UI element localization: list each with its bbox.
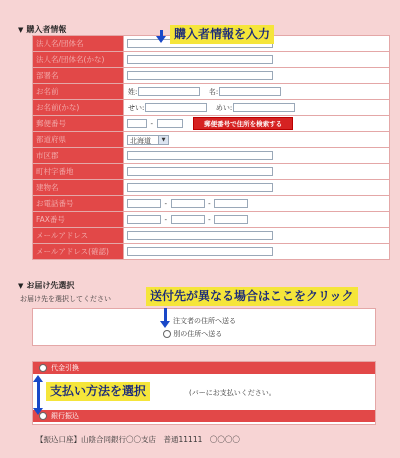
arrow-down-icon [164, 308, 167, 322]
town-label: 町村字番地 [33, 164, 124, 180]
delivery-option-other-label: 別の住所へ送る [173, 330, 223, 338]
mei-kana-label: めい: [215, 103, 233, 112]
phone-part3-input[interactable] [214, 199, 248, 208]
email-confirm-input[interactable] [127, 247, 273, 256]
payment-option-cod[interactable] [33, 362, 375, 374]
phone-part2-input[interactable] [171, 199, 205, 208]
form-row-building [33, 180, 390, 196]
sei-kana-label: せい: [128, 103, 145, 112]
phone-dash-1: - [164, 199, 168, 208]
double-arrow-icon [37, 381, 40, 409]
email-label: メールアドレス [33, 228, 124, 244]
name-kana-label: お名前(かな) [33, 100, 124, 116]
fax-dash-1: - [164, 215, 168, 224]
callout-enter-purchaser: 購入者情報を入力 [170, 25, 274, 44]
city-label: 市区郡 [33, 148, 124, 164]
mei-label: 名: [208, 87, 219, 96]
zip-label: 郵便番号 [33, 116, 124, 132]
town-input[interactable] [127, 167, 273, 176]
phone-part1-input[interactable] [127, 199, 161, 208]
form-row-dept [33, 68, 390, 84]
corp-kana-label: 法人名/団体名(かな) [33, 52, 124, 68]
zip-search-button[interactable]: 郵便番号で住所を検索する [193, 117, 293, 130]
payment-option-cod-label: 代金引換 [51, 364, 79, 372]
zip-dash: - [150, 119, 154, 128]
prefecture-label: 都道府県 [33, 132, 124, 148]
bank-account-info: 【振込口座】山陰合同銀行〇〇支店 普通11111 〇〇〇〇 [36, 435, 240, 444]
payment-option-bank[interactable] [33, 410, 375, 422]
first-name-kana-input[interactable] [233, 103, 295, 112]
sei-label: 姓: [128, 87, 138, 96]
triangle-down-icon: ▼ [18, 282, 24, 290]
delivery-other-radio[interactable] [163, 330, 171, 338]
corp-kana-input[interactable] [127, 55, 273, 64]
payment-note: (バーにお支払いください。 [189, 389, 276, 397]
form-row-city [33, 148, 390, 164]
form-row-corp-kana [33, 52, 390, 68]
form-row-prefecture [33, 132, 390, 148]
email-input[interactable] [127, 231, 273, 240]
form-row-phone [33, 196, 390, 212]
prefecture-selected-value: 北海道 [130, 136, 151, 145]
building-input[interactable] [127, 183, 273, 192]
fax-label: FAX番号 [33, 212, 124, 228]
delivery-options-box [32, 308, 376, 346]
name-label: お名前 [33, 84, 124, 100]
chevron-down-icon: ▼ [158, 136, 168, 144]
zip-first-input[interactable] [127, 119, 147, 128]
form-row-fax [33, 212, 390, 228]
arrow-down-icon [160, 30, 163, 37]
form-row-email-confirm [33, 244, 390, 260]
form-row-zip [33, 116, 390, 132]
form-row-name [33, 84, 390, 100]
last-name-input[interactable] [138, 87, 200, 96]
callout-delivery-click: 送付先が異なる場合はここをクリック [146, 287, 358, 306]
form-row-email [33, 228, 390, 244]
first-name-input[interactable] [219, 87, 281, 96]
form-row-town [33, 164, 390, 180]
fax-part1-input[interactable] [127, 215, 161, 224]
delivery-instruction: お届け先を選択してください [20, 295, 111, 303]
prefecture-select[interactable] [127, 135, 169, 145]
form-row-name-kana [33, 100, 390, 116]
delivery-option-same[interactable] [173, 316, 236, 326]
city-input[interactable] [127, 151, 273, 160]
zip-second-input[interactable] [157, 119, 183, 128]
dept-input[interactable] [127, 71, 273, 80]
triangle-down-icon: ▼ [18, 26, 24, 34]
payment-option-bank-label: 銀行振込 [51, 412, 79, 420]
delivery-option-same-label: 注文者の住所へ送る [173, 317, 236, 325]
fax-dash-2: - [208, 215, 211, 224]
phone-label: お電話番号 [33, 196, 124, 212]
cod-radio[interactable] [39, 364, 47, 372]
callout-select-payment: 支払い方法を選択 [46, 382, 150, 401]
phone-dash-2: - [208, 199, 211, 208]
email-confirm-label: メールアドレス(確認) [33, 244, 124, 260]
purchaser-form [32, 35, 390, 260]
corp-name-label: 法人名/団体名 [33, 36, 124, 52]
delivery-section-title: ▼ お届け先選択 [18, 281, 75, 290]
delivery-option-other[interactable] [163, 329, 222, 339]
dept-label: 部署名 [33, 68, 124, 84]
purchaser-section-title: ▼ 購入者情報 [18, 25, 67, 34]
fax-part3-input[interactable] [214, 215, 248, 224]
last-name-kana-input[interactable] [145, 103, 207, 112]
building-label: 建物名 [33, 180, 124, 196]
fax-part2-input[interactable] [171, 215, 205, 224]
